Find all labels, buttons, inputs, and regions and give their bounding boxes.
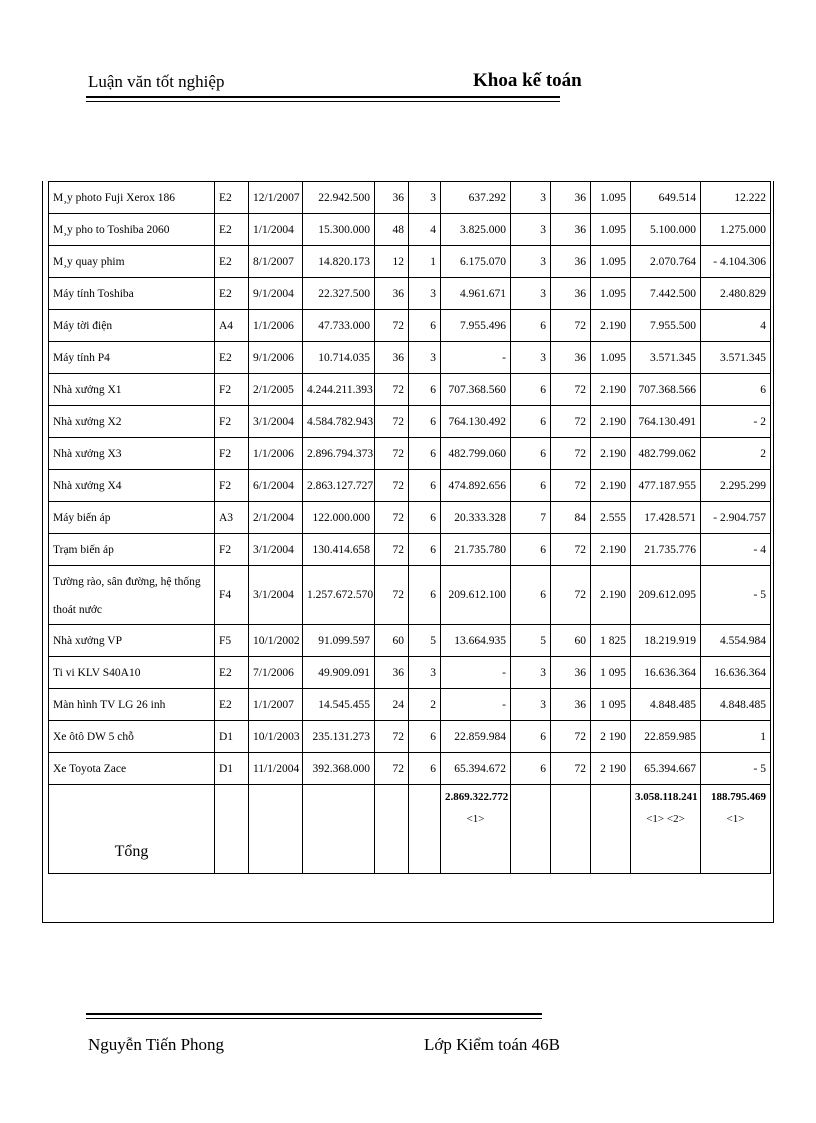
- table-cell: F5: [215, 625, 249, 657]
- asset-name-cell: M¸y quay phim: [49, 246, 215, 278]
- table-cell: 18.219.919: [631, 625, 701, 657]
- table-body: [49, 182, 771, 785]
- table-cell: 2: [701, 438, 771, 470]
- table-cell: 91.099.597: [303, 625, 375, 657]
- table-cell: 47.733.000: [303, 310, 375, 342]
- table-cell: 21.735.776: [631, 534, 701, 566]
- table-cell: 15.300.000: [303, 214, 375, 246]
- table-cell: 6: [511, 566, 551, 625]
- table-cell: 4.584.782.943: [303, 406, 375, 438]
- table-cell: - 5: [701, 753, 771, 785]
- table-cell: 12.222: [701, 182, 771, 214]
- table-cell: 36: [375, 657, 409, 689]
- asset-name-cell: Màn hình TV LG 26 inh: [49, 689, 215, 721]
- table-cell: 1.275.000: [701, 214, 771, 246]
- table-cell: [591, 785, 631, 874]
- table-row: [49, 689, 771, 721]
- table-cell: 72: [551, 310, 591, 342]
- table-cell: 12/1/2007: [249, 182, 303, 214]
- table-cell: 3: [511, 278, 551, 310]
- table-cell: 3: [511, 342, 551, 374]
- table-row: [49, 534, 771, 566]
- table-cell: 122.000.000: [303, 502, 375, 534]
- table-cell: 6: [409, 753, 441, 785]
- table-cell: 477.187.955: [631, 470, 701, 502]
- table-row: [49, 721, 771, 753]
- table-cell: 3: [511, 246, 551, 278]
- table-row: [49, 406, 771, 438]
- table-cell: 9/1/2004: [249, 278, 303, 310]
- table-cell: 4: [409, 214, 441, 246]
- table-cell: 1/1/2004: [249, 214, 303, 246]
- table-cell: 2.896.794.373: [303, 438, 375, 470]
- table-cell: 72: [375, 502, 409, 534]
- table-cell: 6: [409, 310, 441, 342]
- table-cell: 1.095: [591, 342, 631, 374]
- table-cell: 2.480.829: [701, 278, 771, 310]
- table-cell: 49.909.091: [303, 657, 375, 689]
- table-cell: 4.848.485: [701, 689, 771, 721]
- table-cell: 72: [551, 534, 591, 566]
- table-cell: 72: [375, 310, 409, 342]
- table-cell: 5.100.000: [631, 214, 701, 246]
- table-cell: 130.414.658: [303, 534, 375, 566]
- table-cell: 6: [409, 438, 441, 470]
- table-row: [49, 753, 771, 785]
- table-cell: D1: [215, 721, 249, 753]
- table-cell: 482.799.062: [631, 438, 701, 470]
- total-difference-value: 188.795.469: [711, 791, 766, 803]
- table-cell: [215, 785, 249, 874]
- table-cell: 72: [551, 438, 591, 470]
- table-cell: 3: [511, 657, 551, 689]
- table-cell: 72: [375, 470, 409, 502]
- table-cell: F2: [215, 406, 249, 438]
- table-cell: A4: [215, 310, 249, 342]
- table-cell: 6: [511, 753, 551, 785]
- table-cell: 36: [375, 342, 409, 374]
- table-cell: 72: [375, 534, 409, 566]
- table-cell: 1.257.672.570: [303, 566, 375, 625]
- table-cell: 707.368.566: [631, 374, 701, 406]
- table-cell: 72: [551, 753, 591, 785]
- table-cell: 72: [551, 406, 591, 438]
- table-cell: 2.863.127.727: [303, 470, 375, 502]
- table-cell: 209.612.100: [441, 566, 511, 625]
- table-cell: 1 825: [591, 625, 631, 657]
- table-cell: 65.394.672: [441, 753, 511, 785]
- table-cell: 1/1/2006: [249, 438, 303, 470]
- table-cell: 22.859.984: [441, 721, 511, 753]
- table-cell: 11/1/2004: [249, 753, 303, 785]
- table-cell: 3: [409, 182, 441, 214]
- table-cell: 2 190: [591, 721, 631, 753]
- table-cell: 6: [409, 406, 441, 438]
- table-cell: 3: [511, 214, 551, 246]
- table-cell: 6: [511, 438, 551, 470]
- table-cell: 9/1/2006: [249, 342, 303, 374]
- table-cell: - 4.104.306: [701, 246, 771, 278]
- asset-name-cell: Xe ôtô DW 5 chỗ: [49, 721, 215, 753]
- table-cell: 10/1/2003: [249, 721, 303, 753]
- table-row: [49, 342, 771, 374]
- table-cell: 10.714.035: [303, 342, 375, 374]
- header-title: Luận văn tốt nghiệp: [88, 72, 225, 91]
- table-cell: F4: [215, 566, 249, 625]
- table-row: [49, 625, 771, 657]
- table-cell: 36: [551, 182, 591, 214]
- table-cell: 764.130.492: [441, 406, 511, 438]
- table-cell: 72: [375, 566, 409, 625]
- table-cell: 60: [551, 625, 591, 657]
- table-cell: D1: [215, 753, 249, 785]
- table-cell: 4.848.485: [631, 689, 701, 721]
- table-cell: 3/1/2004: [249, 566, 303, 625]
- asset-name-cell: Máy tính P4: [49, 342, 215, 374]
- table-row: [49, 214, 771, 246]
- table-cell: 4.244.211.393: [303, 374, 375, 406]
- table-cell: 474.892.656: [441, 470, 511, 502]
- table-cell: - 2: [701, 406, 771, 438]
- table-cell: 649.514: [631, 182, 701, 214]
- footer-author: Nguyễn Tiến Phong: [88, 1035, 225, 1054]
- table-row: [49, 470, 771, 502]
- footer-class: Lớp Kiểm toán 46B: [424, 1035, 560, 1054]
- table-cell: 2.190: [591, 406, 631, 438]
- asset-name-cell: Nhà xưởng X4: [49, 470, 215, 502]
- table-cell: 3.571.345: [701, 342, 771, 374]
- table-cell: A3: [215, 502, 249, 534]
- table-cell: E2: [215, 657, 249, 689]
- asset-name-cell: Nhà xưởng X3: [49, 438, 215, 470]
- total-cell: [701, 785, 771, 874]
- table-cell: 22.942.500: [303, 182, 375, 214]
- table-cell: 36: [375, 278, 409, 310]
- total-difference-ref: <1>: [726, 813, 745, 825]
- table-cell: 3: [409, 278, 441, 310]
- table-cell: 60: [375, 625, 409, 657]
- table-cell: 72: [551, 470, 591, 502]
- table-cell: F2: [215, 534, 249, 566]
- table-cell: 1 095: [591, 657, 631, 689]
- asset-name-cell: Trạm biến áp: [49, 534, 215, 566]
- table-cell: 1.095: [591, 246, 631, 278]
- table-cell: 2.190: [591, 534, 631, 566]
- table-cell: 16.636.364: [631, 657, 701, 689]
- table-cell: 3: [511, 182, 551, 214]
- header-department: Khoa kế toán: [473, 70, 582, 91]
- asset-name-cell: Máy biến áp: [49, 502, 215, 534]
- asset-name-cell: Nhà xưởng VP: [49, 625, 215, 657]
- table-cell: 2 190: [591, 753, 631, 785]
- table-cell: 3: [409, 342, 441, 374]
- table-cell: 1.095: [591, 182, 631, 214]
- table-cell: 7.955.496: [441, 310, 511, 342]
- table-cell: F2: [215, 374, 249, 406]
- asset-name-cell: M¸y photo Fuji Xerox 186: [49, 182, 215, 214]
- table-cell: 65.394.667: [631, 753, 701, 785]
- total-label: Tổng: [49, 785, 215, 874]
- table-cell: [303, 785, 375, 874]
- table-cell: 1 095: [591, 689, 631, 721]
- table-cell: 36: [551, 689, 591, 721]
- table-row: [49, 657, 771, 689]
- table-cell: 48: [375, 214, 409, 246]
- table-cell: 14.820.173: [303, 246, 375, 278]
- table-cell: 2.190: [591, 438, 631, 470]
- table-cell: 4.961.671: [441, 278, 511, 310]
- table-cell: E2: [215, 246, 249, 278]
- table-cell: [409, 785, 441, 874]
- table-cell: 2.190: [591, 566, 631, 625]
- table-cell: 36: [551, 278, 591, 310]
- table-cell: 2.190: [591, 374, 631, 406]
- table-cell: 16.636.364: [701, 657, 771, 689]
- table-row: [49, 502, 771, 534]
- table-cell: 6: [409, 502, 441, 534]
- table-cell: 6: [409, 374, 441, 406]
- table-cell: 6/1/2004: [249, 470, 303, 502]
- table-cell: 36: [551, 342, 591, 374]
- table-cell: [249, 785, 303, 874]
- table-row: [49, 246, 771, 278]
- table-cell: 235.131.273: [303, 721, 375, 753]
- table-cell: 1.095: [591, 214, 631, 246]
- footer-rule: [86, 1013, 542, 1019]
- table-row: [49, 566, 771, 625]
- table-cell: 1.095: [591, 278, 631, 310]
- table-cell: 7/1/2006: [249, 657, 303, 689]
- table-cell: 2.070.764: [631, 246, 701, 278]
- table-cell: 72: [551, 566, 591, 625]
- table-row: [49, 310, 771, 342]
- table-cell: 3/1/2004: [249, 406, 303, 438]
- table-cell: 72: [375, 374, 409, 406]
- table-cell: 209.612.095: [631, 566, 701, 625]
- header-rule: [86, 96, 560, 102]
- total-recalc-value: 3.058.118.241: [635, 791, 698, 803]
- table-row: [49, 278, 771, 310]
- table-cell: 24: [375, 689, 409, 721]
- table-cell: E2: [215, 689, 249, 721]
- table-cell: 1: [409, 246, 441, 278]
- table-cell: 1/1/2006: [249, 310, 303, 342]
- table-cell: 6: [511, 470, 551, 502]
- table-cell: 392.368.000: [303, 753, 375, 785]
- total-depreciation-value: 2.869.322.772: [445, 791, 509, 803]
- table-cell: 10/1/2002: [249, 625, 303, 657]
- table-cell: 6.175.070: [441, 246, 511, 278]
- table-cell: 6: [511, 534, 551, 566]
- table-cell: 7.442.500: [631, 278, 701, 310]
- table-row: [49, 438, 771, 470]
- table-cell: 1/1/2007: [249, 689, 303, 721]
- table-cell: 13.664.935: [441, 625, 511, 657]
- table-cell: -: [441, 657, 511, 689]
- table-cell: 6: [409, 721, 441, 753]
- table-cell: 2.190: [591, 470, 631, 502]
- table-cell: 72: [375, 721, 409, 753]
- table-cell: [551, 785, 591, 874]
- asset-name-cell: M¸y pho to Toshiba 2060: [49, 214, 215, 246]
- table-cell: 7.955.500: [631, 310, 701, 342]
- table-cell: 6: [409, 470, 441, 502]
- table-cell: 707.368.560: [441, 374, 511, 406]
- table-cell: 482.799.060: [441, 438, 511, 470]
- table-cell: 6: [409, 534, 441, 566]
- table-cell: 2/1/2005: [249, 374, 303, 406]
- table-cell: 36: [551, 246, 591, 278]
- table-cell: 14.545.455: [303, 689, 375, 721]
- total-row: [49, 785, 771, 874]
- table-cell: 20.333.328: [441, 502, 511, 534]
- table-cell: 12: [375, 246, 409, 278]
- table-cell: 6: [409, 566, 441, 625]
- asset-table: [48, 181, 771, 874]
- table-cell: 17.428.571: [631, 502, 701, 534]
- table-cell: F2: [215, 470, 249, 502]
- table-cell: 72: [375, 753, 409, 785]
- table-cell: 72: [375, 406, 409, 438]
- table-cell: 2.295.299: [701, 470, 771, 502]
- table-cell: 6: [511, 406, 551, 438]
- table-cell: 5: [511, 625, 551, 657]
- total-cell: [441, 785, 511, 874]
- table-row: [49, 182, 771, 214]
- table-cell: E2: [215, 214, 249, 246]
- asset-name-cell: Ti vi KLV S40A10: [49, 657, 215, 689]
- asset-name-cell: Nhà xưởng X2: [49, 406, 215, 438]
- table-cell: 5: [409, 625, 441, 657]
- table-cell: E2: [215, 342, 249, 374]
- asset-name-cell: Máy tời điện: [49, 310, 215, 342]
- table-cell: 8/1/2007: [249, 246, 303, 278]
- table-cell: 3/1/2004: [249, 534, 303, 566]
- asset-name-cell: Xe Toyota Zace: [49, 753, 215, 785]
- table-cell: 22.327.500: [303, 278, 375, 310]
- table-cell: 3: [409, 657, 441, 689]
- table-cell: 36: [551, 657, 591, 689]
- table-cell: 1: [701, 721, 771, 753]
- table-cell: 4: [701, 310, 771, 342]
- table-cell: 36: [375, 182, 409, 214]
- table-cell: 6: [511, 310, 551, 342]
- table-cell: F2: [215, 438, 249, 470]
- table-cell: -: [441, 689, 511, 721]
- table-cell: 4.554.984: [701, 625, 771, 657]
- table-cell: 72: [551, 721, 591, 753]
- table-cell: 2: [409, 689, 441, 721]
- table-cell: 6: [511, 721, 551, 753]
- table-cell: E2: [215, 278, 249, 310]
- table-cell: 72: [375, 438, 409, 470]
- total-cell: [631, 785, 701, 874]
- table-row: [49, 374, 771, 406]
- table-cell: [511, 785, 551, 874]
- table-cell: 7: [511, 502, 551, 534]
- table-cell: 6: [701, 374, 771, 406]
- table-cell: 2/1/2004: [249, 502, 303, 534]
- table-cell: 21.735.780: [441, 534, 511, 566]
- table-cell: [375, 785, 409, 874]
- table-cell: 2.555: [591, 502, 631, 534]
- total-recalc-ref: <1> <2>: [646, 813, 685, 825]
- table-cell: 3: [511, 689, 551, 721]
- asset-name-cell: Máy tính Toshiba: [49, 278, 215, 310]
- asset-name-cell: Tường rào, sân đường, hệ thống thoát nước: [49, 566, 215, 625]
- table-cell: 36: [551, 214, 591, 246]
- table-cell: 764.130.491: [631, 406, 701, 438]
- table-cell: 72: [551, 374, 591, 406]
- table-cell: 6: [511, 374, 551, 406]
- table-cell: - 5: [701, 566, 771, 625]
- table-cell: -: [441, 342, 511, 374]
- table-cell: 3.571.345: [631, 342, 701, 374]
- table-cell: - 4: [701, 534, 771, 566]
- table-cell: 84: [551, 502, 591, 534]
- table-cell: 637.292: [441, 182, 511, 214]
- table-cell: E2: [215, 182, 249, 214]
- table-cell: 22.859.985: [631, 721, 701, 753]
- table-cell: - 2.904.757: [701, 502, 771, 534]
- table-cell: 2.190: [591, 310, 631, 342]
- table-cell: 3.825.000: [441, 214, 511, 246]
- asset-name-cell: Nhà xưởng X1: [49, 374, 215, 406]
- total-depreciation-ref: <1>: [466, 813, 485, 825]
